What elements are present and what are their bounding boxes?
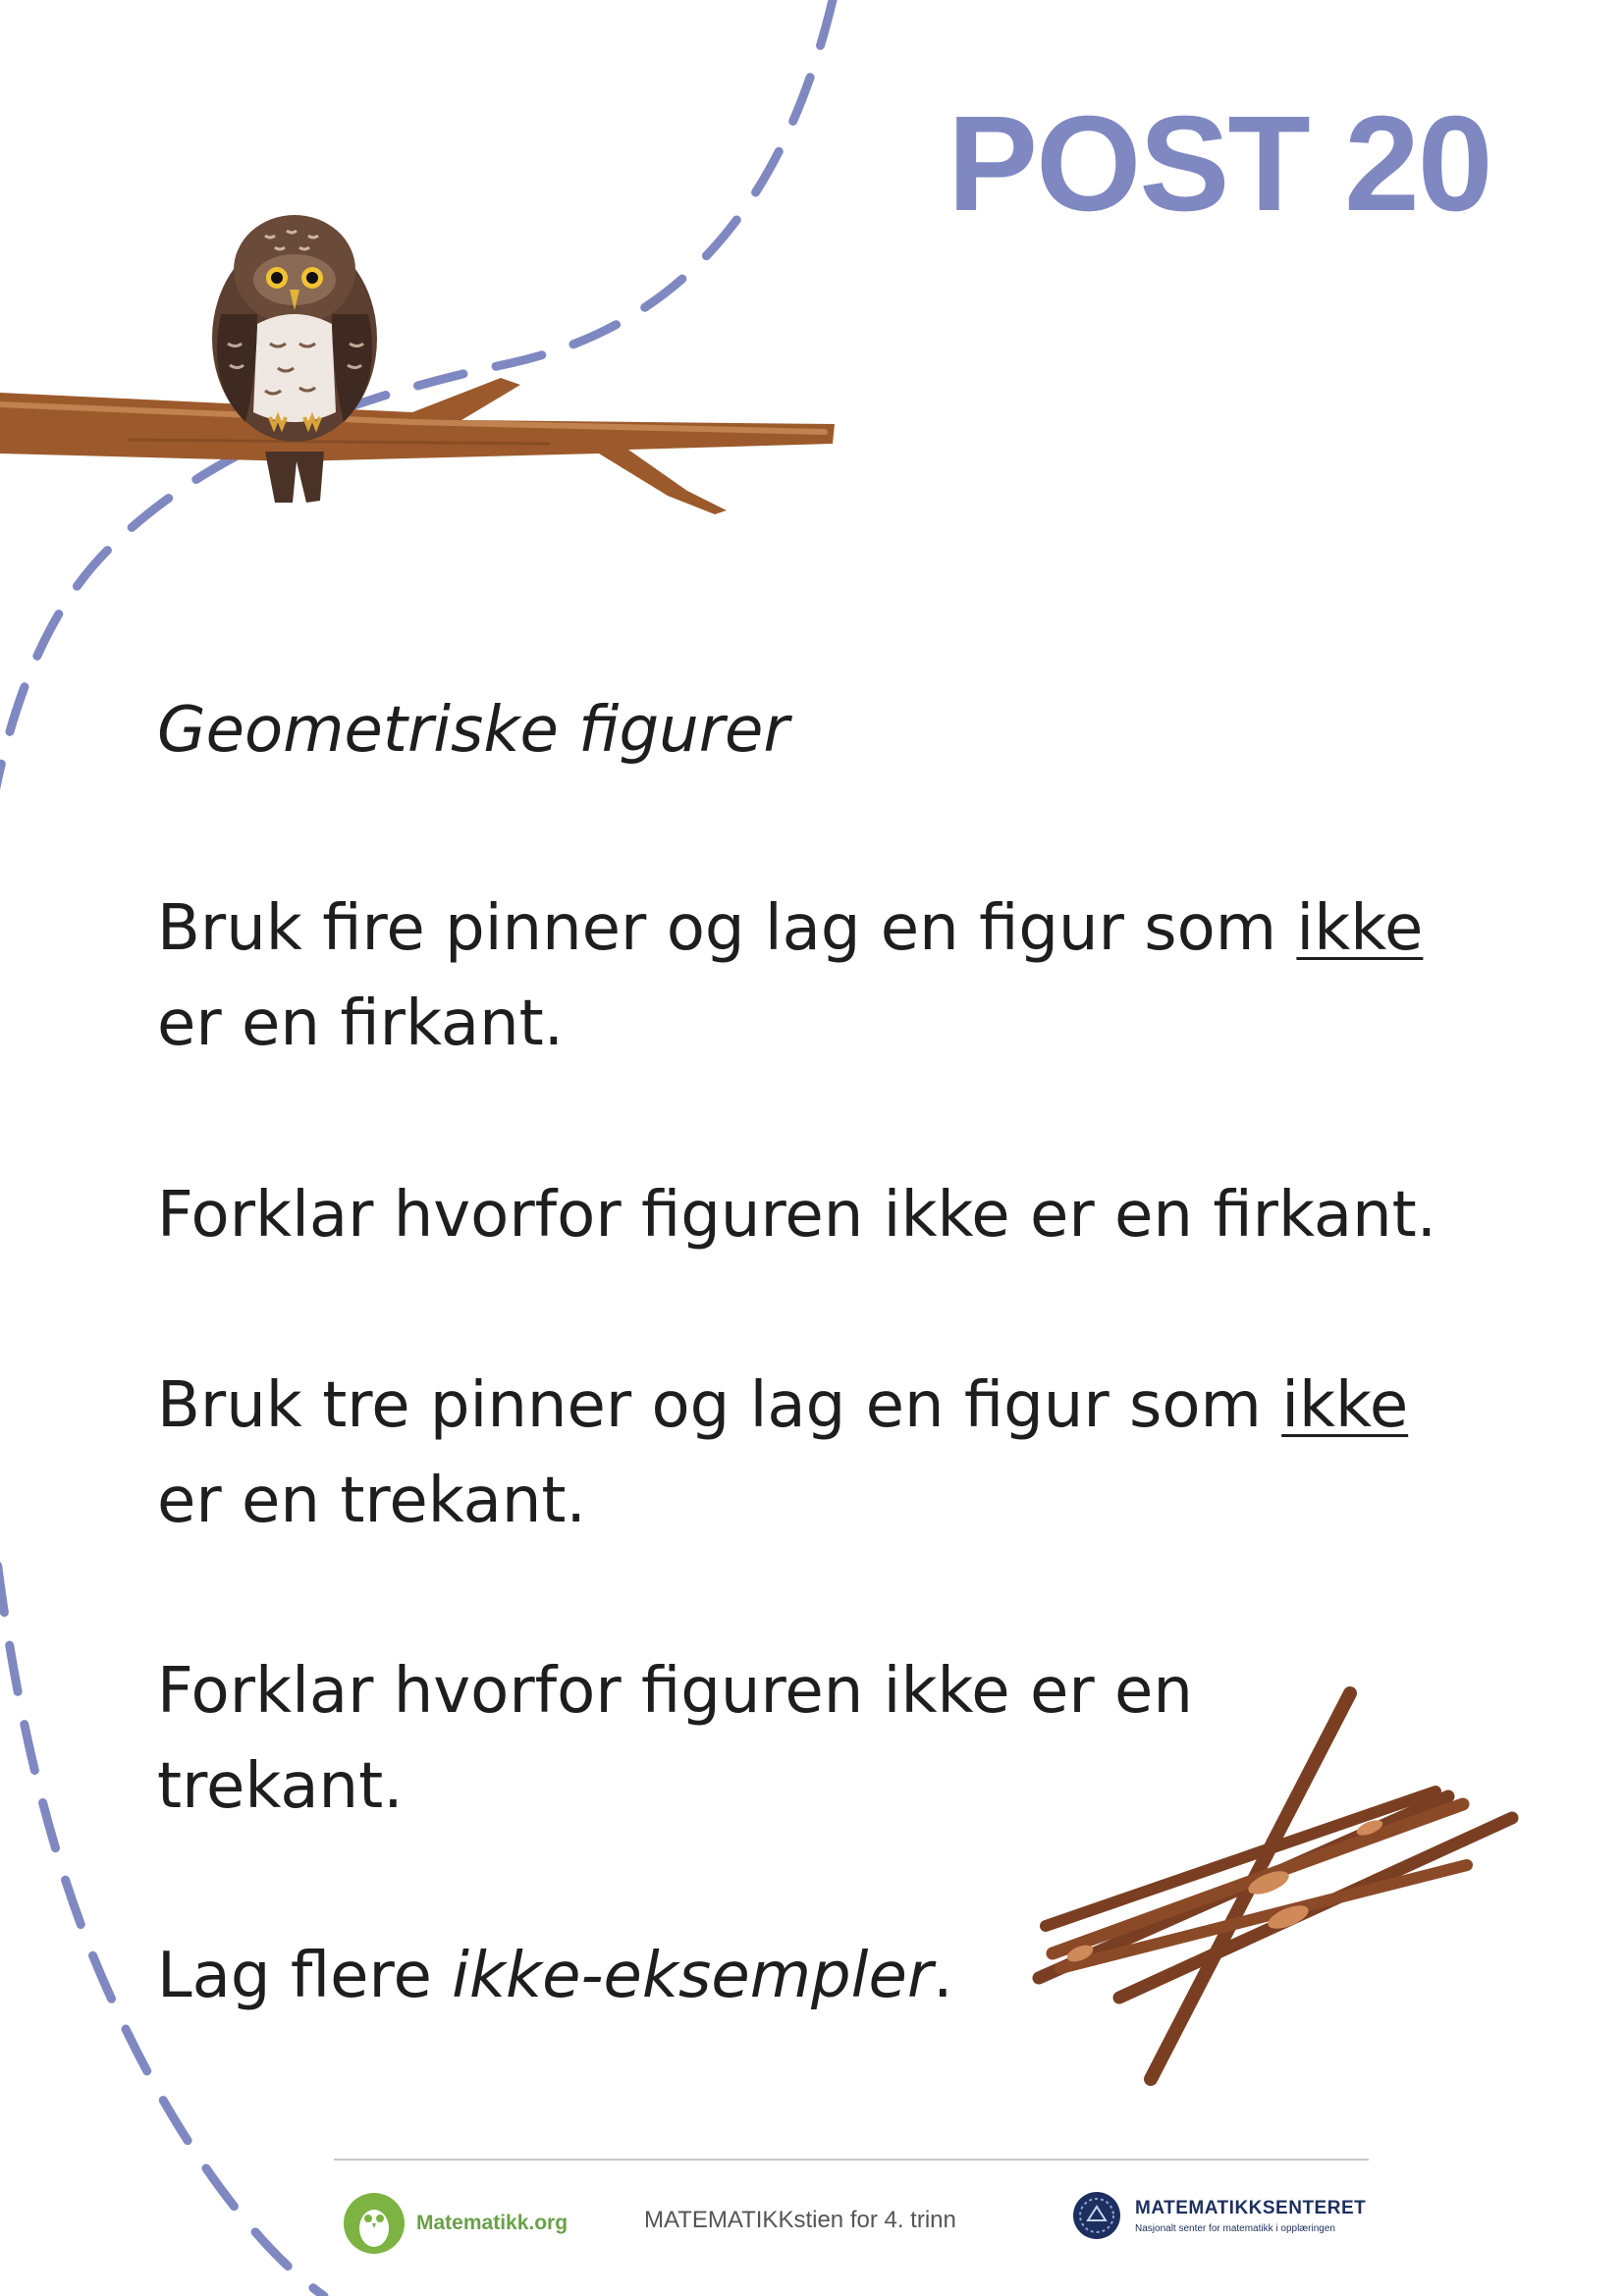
footer-divider xyxy=(334,2159,1369,2161)
task-subtitle: Geometriske figurer xyxy=(157,694,789,767)
matematikk-org-text: Matematikk.org xyxy=(416,2212,568,2234)
task-p5-italic: ikke-eksempler xyxy=(452,1940,934,2012)
task-paragraph-5 xyxy=(157,1929,952,2024)
task-p4-line2: trekant. xyxy=(157,1750,404,1823)
task-paragraph-3 xyxy=(157,1359,1408,1549)
task-p1-underline: ikke xyxy=(1296,892,1424,965)
post-title: POST 20 xyxy=(947,88,1491,240)
matematikk-owl-icon xyxy=(342,2191,406,2256)
task-paragraph-2 xyxy=(157,1168,1436,1263)
matematikksenteret-tagline: Nasjonalt senter for matematikk i opplæringen xyxy=(1135,2222,1335,2234)
task-p3-line2: er en trekant. xyxy=(157,1465,586,1537)
task-p3-text: Bruk tre pinner og lag en figur som xyxy=(157,1369,1282,1442)
task-p1-line2: er en firkant. xyxy=(157,988,565,1060)
matematikksenteret-emblem-icon xyxy=(1072,2191,1121,2240)
task-p2-text: Forklar hvorfor figuren ikke er en firkant. xyxy=(157,1179,1437,1252)
footer-center-text: MATEMATIKKstien for 4. trinn xyxy=(644,2207,956,2233)
task-paragraph-4 xyxy=(157,1644,1193,1835)
task-p5-after: . xyxy=(933,1940,953,2012)
task-p3-underline: ikke xyxy=(1281,1369,1409,1442)
task-p5-before: Lag flere xyxy=(157,1940,453,2012)
matematikksenteret-name: MATEMATIKKSENTERET xyxy=(1135,2197,1367,2218)
task-p1-text: Bruk fire pinner og lag en figur som xyxy=(157,892,1297,965)
task-paragraph-1 xyxy=(157,881,1423,1072)
matematikksenteret-logo xyxy=(1072,2191,1366,2240)
task-p4-line1: Forklar hvorfor figuren ikke er en xyxy=(157,1655,1193,1728)
matematikk-org-logo xyxy=(342,2191,568,2256)
